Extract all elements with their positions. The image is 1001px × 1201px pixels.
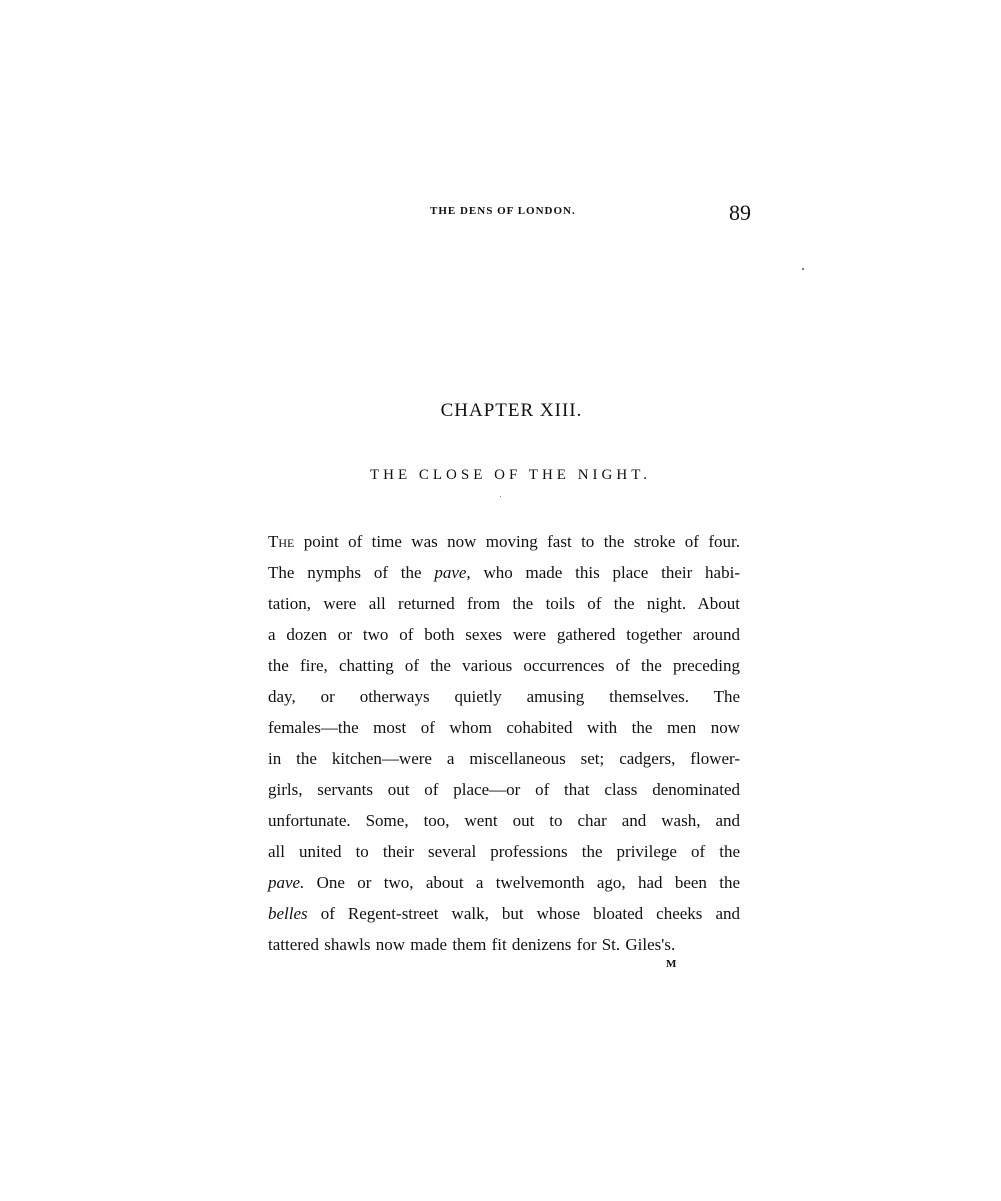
text-segment: the fire, chatting of the various occurrences of the preceding xyxy=(268,656,740,675)
text-line xyxy=(268,681,740,712)
text-segment: tattered shawls now made them fit denizens for St. Giles's. xyxy=(268,935,676,954)
text-line xyxy=(268,774,740,805)
text-line xyxy=(268,898,740,929)
text-line xyxy=(268,619,740,650)
text-line xyxy=(268,867,740,898)
text-line xyxy=(268,557,740,588)
chapter-title: THE CLOSE OF THE NIGHT. xyxy=(369,467,652,483)
running-head: THE DENS OF LONDON. xyxy=(430,205,576,217)
speck-mark xyxy=(802,268,804,270)
text-segment: girls, servants out of place—or of that class denominated xyxy=(268,780,740,799)
text-segment: pave, xyxy=(434,563,471,582)
text-segment: a dozen or two of both sexes were gathered together around xyxy=(268,625,740,644)
speck-mark xyxy=(500,496,501,497)
text-line xyxy=(268,650,740,681)
text-segment: pave. xyxy=(268,873,305,892)
text-line xyxy=(268,929,740,960)
text-segment: females—the most of whom cohabited with the men now xyxy=(268,718,740,737)
text-segment: point of time was now moving fast to the stroke of four. xyxy=(294,532,740,551)
page-number: 89 xyxy=(729,200,751,225)
signature-mark: M xyxy=(666,958,677,970)
text-line xyxy=(268,712,740,743)
text-segment: unfortunate. Some, too, went out to char and wash, and xyxy=(268,811,740,830)
text-line xyxy=(268,743,740,774)
text-segment: belles xyxy=(268,904,308,923)
chapter-heading: CHAPTER XIII. xyxy=(440,400,583,421)
text-segment: who made this place their habi- xyxy=(470,563,740,582)
text-segment: The xyxy=(268,532,295,551)
text-line xyxy=(268,805,740,836)
text-segment: One or two, about a twelvemonth ago, had been the xyxy=(304,873,740,892)
text-segment: day, or otherways quietly amusing themselves. The xyxy=(268,687,740,706)
text-line xyxy=(268,836,740,867)
text-segment: in the kitchen—were a miscellaneous set; cadgers, flower- xyxy=(268,749,740,768)
text-segment: tation, were all returned from the toils of the night. About xyxy=(268,594,740,613)
text-line xyxy=(268,526,740,557)
text-segment: all united to their several professions the privilege of the xyxy=(268,842,740,861)
body-paragraph xyxy=(268,526,740,960)
text-line xyxy=(268,588,740,619)
text-segment: The nymphs of the xyxy=(268,563,435,582)
text-segment: of Regent-street walk, but whose bloated cheeks and xyxy=(307,904,740,923)
